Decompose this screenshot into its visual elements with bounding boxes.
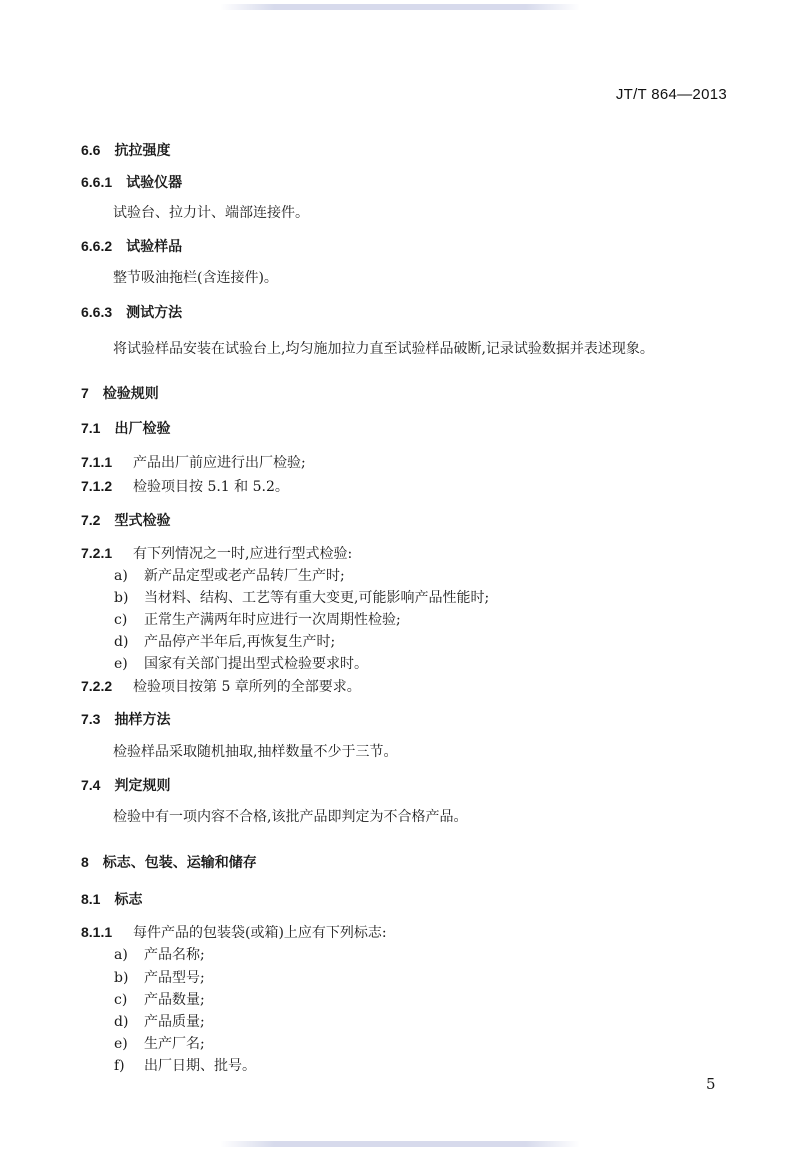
section-heading-6-6-1 bbox=[81, 172, 182, 193]
section-title: 抗拉强度 bbox=[114, 143, 171, 159]
watermark-bottom bbox=[220, 1141, 580, 1147]
clause-number: 7.2.1 bbox=[81, 545, 113, 561]
section-heading-7-3 bbox=[81, 709, 170, 730]
list-label: a) bbox=[114, 947, 128, 963]
section-title: 型式检验 bbox=[114, 513, 171, 529]
chapter-number: 7 bbox=[81, 385, 89, 401]
clause-8-1-1 bbox=[81, 922, 387, 943]
list-text: 正常生产满两年时应进行一次周期性检验; bbox=[144, 612, 401, 628]
list-item bbox=[114, 610, 401, 630]
section-number: 7.1 bbox=[81, 420, 101, 436]
paragraph-7-3: 检验样品采取随机抽取,抽样数量不少于三节。 bbox=[113, 744, 398, 760]
section-title: 出厂检验 bbox=[114, 421, 171, 437]
chapter-title: 标志、包装、运输和储存 bbox=[102, 855, 257, 871]
list-label: e) bbox=[114, 1036, 128, 1052]
paragraph-6-6-2: 整节吸油拖栏(含连接件)。 bbox=[113, 270, 278, 286]
list-label: d) bbox=[114, 1014, 129, 1030]
clause-text: 有下列情况之一时,应进行型式检验: bbox=[133, 546, 353, 562]
section-title: 试验样品 bbox=[126, 239, 183, 255]
clause-number: 7.2.2 bbox=[81, 678, 113, 694]
section-heading-8-1 bbox=[81, 889, 142, 910]
list-text: 出厂日期、批号。 bbox=[144, 1058, 256, 1074]
list-item bbox=[114, 968, 205, 988]
list-label: d) bbox=[114, 634, 129, 650]
list-label: c) bbox=[114, 612, 128, 628]
section-heading-7-4 bbox=[81, 775, 170, 796]
section-number: 8.1 bbox=[81, 891, 101, 907]
page-number: 5 bbox=[706, 1075, 716, 1093]
clause-text: 产品出厂前应进行出厂检验; bbox=[133, 455, 306, 471]
list-label: b) bbox=[114, 970, 129, 986]
section-title: 判定规则 bbox=[114, 778, 171, 794]
section-heading-7-1 bbox=[81, 418, 170, 439]
clause-number: 8.1.1 bbox=[81, 924, 113, 940]
list-item bbox=[114, 654, 368, 674]
list-label: c) bbox=[114, 992, 128, 1008]
paragraph-6-6-1: 试验台、拉力计、端部连接件。 bbox=[113, 205, 309, 221]
section-heading-7-2 bbox=[81, 510, 170, 531]
watermark-top bbox=[220, 4, 580, 10]
chapter-heading-8 bbox=[81, 852, 257, 873]
list-text: 产品名称; bbox=[144, 947, 205, 963]
section-number: 7.2 bbox=[81, 512, 101, 528]
list-text: 产品质量; bbox=[144, 1014, 205, 1030]
list-text: 产品数量; bbox=[144, 992, 205, 1008]
list-item bbox=[114, 1012, 205, 1032]
list-item bbox=[114, 945, 205, 965]
standard-code: JT/T 864—2013 bbox=[615, 86, 727, 103]
clause-7-1-1 bbox=[81, 452, 306, 473]
list-item bbox=[114, 566, 345, 586]
list-item bbox=[114, 990, 205, 1010]
list-text: 产品型号; bbox=[144, 970, 205, 986]
clause-text: 检验项目按 5.1 和 5.2。 bbox=[133, 479, 289, 495]
section-number: 6.6.1 bbox=[81, 174, 113, 190]
list-item bbox=[114, 632, 335, 652]
paragraph-6-6-3: 将试验样品安装在试验台上,均匀施加拉力直至试验样品破断,记录试验数据并表述现象。 bbox=[113, 341, 654, 357]
clause-7-1-2 bbox=[81, 476, 289, 497]
list-label: e) bbox=[114, 656, 128, 672]
clause-text: 每件产品的包装袋(或箱)上应有下列标志: bbox=[133, 925, 387, 941]
section-title: 试验仪器 bbox=[126, 175, 183, 191]
section-number: 7.4 bbox=[81, 777, 101, 793]
section-title: 测试方法 bbox=[126, 305, 183, 321]
list-text: 生产厂名; bbox=[144, 1036, 205, 1052]
clause-number: 7.1.2 bbox=[81, 478, 113, 494]
chapter-heading-7 bbox=[81, 383, 159, 404]
list-text: 新产品定型或老产品转厂生产时; bbox=[144, 568, 345, 584]
list-text: 国家有关部门提出型式检验要求时。 bbox=[144, 656, 368, 672]
list-label: b) bbox=[114, 590, 129, 606]
list-item bbox=[114, 588, 489, 608]
section-title: 抽样方法 bbox=[114, 712, 171, 728]
clause-7-2-1 bbox=[81, 543, 352, 564]
clause-number: 7.1.1 bbox=[81, 454, 113, 470]
section-number: 6.6.2 bbox=[81, 238, 113, 254]
list-item bbox=[114, 1034, 205, 1054]
paragraph-7-4: 检验中有一项内容不合格,该批产品即判定为不合格产品。 bbox=[113, 809, 468, 825]
list-item bbox=[114, 1056, 256, 1076]
list-text: 当材料、结构、工艺等有重大变更,可能影响产品性能时; bbox=[144, 590, 490, 606]
section-number: 6.6 bbox=[81, 142, 101, 158]
clause-text: 检验项目按第 5 章所列的全部要求。 bbox=[133, 679, 361, 695]
list-text: 产品停产半年后,再恢复生产时; bbox=[144, 634, 336, 650]
section-title: 标志 bbox=[114, 892, 143, 908]
section-number: 6.6.3 bbox=[81, 304, 113, 320]
list-label: f) bbox=[114, 1058, 125, 1074]
chapter-number: 8 bbox=[81, 854, 89, 870]
section-number: 7.3 bbox=[81, 711, 101, 727]
chapter-title: 检验规则 bbox=[102, 386, 159, 402]
list-label: a) bbox=[114, 568, 128, 584]
clause-7-2-2 bbox=[81, 676, 361, 697]
section-heading-6-6 bbox=[81, 140, 170, 161]
section-heading-6-6-2 bbox=[81, 236, 182, 257]
section-heading-6-6-3 bbox=[81, 302, 182, 323]
